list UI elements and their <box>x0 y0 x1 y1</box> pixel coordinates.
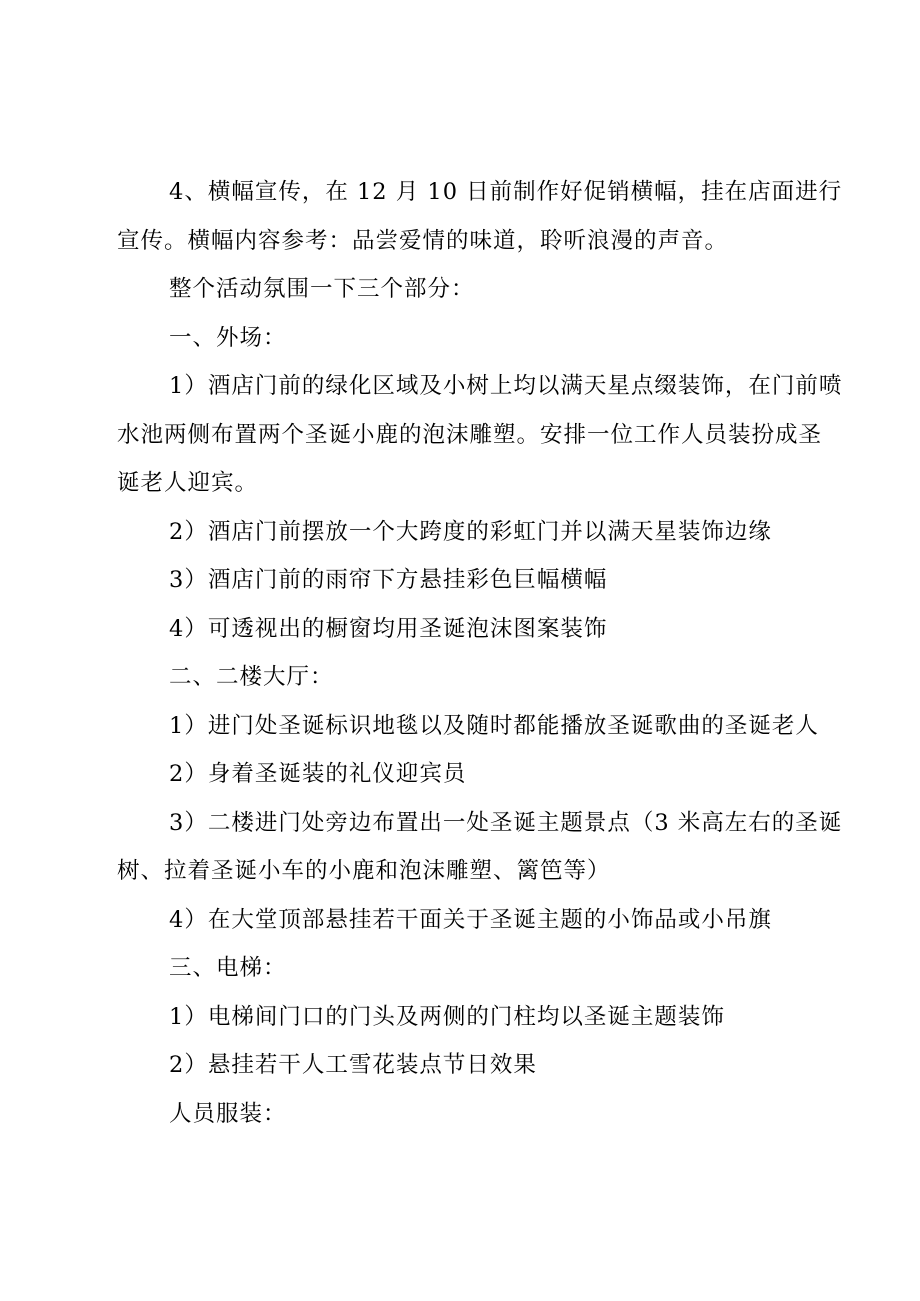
paragraph-line: 3）酒店门前的雨帘下方悬挂彩色巨幅横幅 <box>169 567 608 593</box>
paragraph-line: 4、横幅宣传，在 12 月 10 日前制作好促销横幅，挂在店面进行 <box>169 179 843 205</box>
paragraph-line: 3）二楼进门处旁边布置出一处圣诞主题景点（3 米高左右的圣诞 <box>169 809 843 836</box>
paragraph-line: 1）酒店门前的绿化区域及小树上均以满天星点缀装饰，在门前喷 <box>169 373 843 399</box>
paragraph-line: 1）进门处圣诞标识地毯以及随时都能播放圣诞歌曲的圣诞老人 <box>169 712 819 739</box>
paragraph-line: 宣传。横幅内容参考：品尝爱情的味道，聆听浪漫的声音。 <box>117 227 729 254</box>
paragraph-line: 2）悬挂若干人工雪花装点节日效果 <box>169 1052 537 1078</box>
paragraph-line: 1）电梯间门口的门头及两侧的门柱均以圣诞主题装饰 <box>169 1003 725 1030</box>
document-body <box>117 168 843 1138</box>
paragraph-line: 树、拉着圣诞小车的小鹿和泡沫雕塑、篱笆等） <box>117 858 611 884</box>
paragraph-line: 整个活动氛围一下三个部分： <box>169 276 475 302</box>
paragraph-line: 4）可透视出的橱窗均用圣诞泡沫图案装饰 <box>169 615 608 642</box>
section-heading: 一、外场： <box>169 324 287 351</box>
paragraph-line: 水池两侧布置两个圣诞小鹿的泡沫雕塑。安排一位工作人员装扮成圣 <box>117 421 823 448</box>
section-heading: 二、二楼大厅： <box>169 664 334 690</box>
section-heading: 三、电梯： <box>169 955 287 981</box>
paragraph-line: 2）酒店门前摆放一个大跨度的彩虹门并以满天星装饰边缘 <box>169 518 772 545</box>
paragraph-line: 诞老人迎宾。 <box>117 470 259 496</box>
section-heading: 人员服装： <box>169 1100 287 1127</box>
paragraph-line: 4）在大堂顶部悬挂若干面关于圣诞主题的小饰品或小吊旗 <box>169 906 772 933</box>
paragraph-line: 2）身着圣诞装的礼仪迎宾员 <box>169 761 467 787</box>
